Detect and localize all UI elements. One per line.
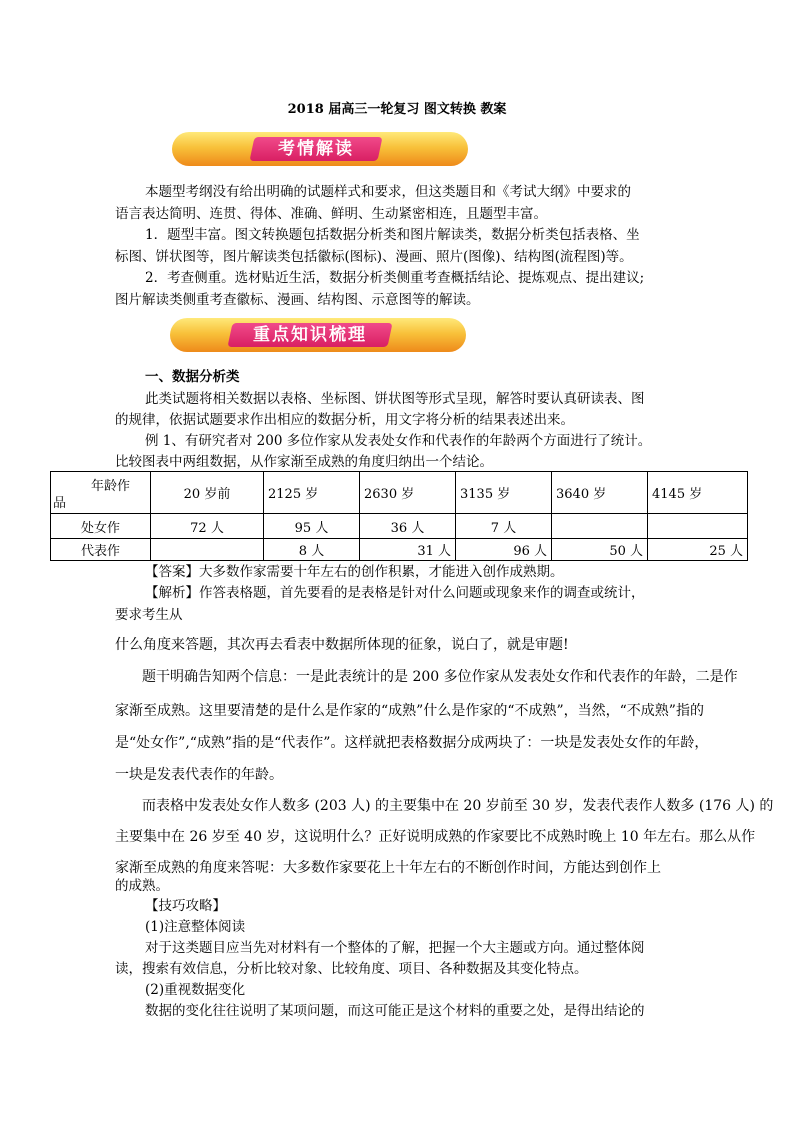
table-cell: 50 人 (552, 539, 648, 561)
analysis-line-9: 主要集中在 26 岁至 40 岁，这说明什么？正好说明成熟的作家要比不成熟时晚上 10 年左右。那么从作 (115, 829, 756, 845)
analysis-line-10: 家渐至成熟的角度来答呢：大多数作家要花上十年左右的不断创作时间，方能达到创作上 (115, 860, 661, 876)
intro-para-1-line-1: 本题型考纲没有给出明确的试题样式和要求，但这类题目和《考试大纲》中要求的 (145, 184, 631, 200)
table-cell: 31 人 (360, 539, 456, 561)
corner-label-bottom: 品 (53, 495, 67, 511)
column-header: 3135 岁 (456, 472, 552, 514)
column-header: 3640 岁 (552, 472, 648, 514)
table-cell: 25 人 (648, 539, 748, 561)
intro-para-3-line-2: 图片解读类侧重考查徽标、漫画、结构图、示意图等的解读。 (115, 292, 480, 308)
column-header: 2125 岁 (264, 472, 360, 514)
analysis-line-3: 什么角度来答题，其次再去看表中数据所体现的征象，说白了，就是审题! (115, 637, 569, 653)
section-para-line-2: 的规律，依据试题要求作出相应的数据分析，用文字将分析的结果表述出来。 (115, 412, 574, 428)
banner-key-knowledge-label: 重点知识梳理 (227, 323, 392, 347)
table-header-row (51, 472, 748, 514)
table-cell: 8 人 (264, 539, 360, 561)
table-cell: 72 人 (151, 514, 264, 539)
table-cell: 96 人 (456, 539, 552, 561)
analysis-line-4: 题干明确告知两个信息：一是此表统计的是 200 多位作家从发表处女作和代表作的年龄，二是作 (142, 669, 738, 685)
banner-exam-analysis (172, 132, 468, 166)
skill-2-line-1: 数据的变化往往说明了某项问题，而这可能正是这个材料的重要之处，是得出结论的 (145, 1003, 645, 1019)
table-row (51, 539, 748, 561)
section-heading: 一、数据分析类 (145, 369, 240, 385)
intro-para-2-line-1: 1．题型丰富。图文转换题包括数据分析类和图片解读类，数据分析类包括表格、坐 (145, 227, 640, 243)
table-corner-cell (51, 472, 151, 514)
banner-exam-analysis-label: 考情解读 (249, 137, 382, 161)
analysis-line-5: 家渐至成熟。这里要清楚的是什么是作家的“成熟”什么是作家的“不成熟”，当然，“不成熟”指的 (115, 703, 704, 719)
table-cell (648, 514, 748, 539)
column-header: 20 岁前 (151, 472, 264, 514)
table-cell: 36 人 (360, 514, 456, 539)
skill-1-line-1: 对于这类题目应当先对材料有一个整体的了解，把握一个大主题或方向。通过整体阅 (145, 940, 645, 956)
intro-para-3-line-1: 2．考查侧重。选材贴近生活，数据分析类侧重考查概括结论、提炼观点、提出建议; (145, 270, 645, 286)
analysis-line-2: 要求考生从 (115, 607, 183, 623)
example-line-2: 比较图表中两组数据，从作家渐至成熟的角度归纳出一个结论。 (115, 454, 493, 470)
banner-key-knowledge (170, 318, 466, 352)
corner-label-top: 年龄作 (90, 478, 130, 494)
skill-1-line-2: 读，搜索有效信息，分析比较对象、比较角度、项目、各种数据及其变化特点。 (115, 961, 588, 977)
analysis-line-1: 【解析】作答表格题，首先要看的是表格是针对什么问题或现象来作的调查或统计， (145, 585, 645, 601)
analysis-line-7: 一块是发表代表作的年龄。 (115, 767, 283, 783)
intro-para-2-line-2: 标图、饼状图等，图片解读类包括徽标(图标)、漫画、照片(图像)、结构图(流程图)等。 (115, 249, 633, 265)
skill-1-title: (1)注意整体阅读 (145, 919, 246, 935)
table-row (51, 514, 748, 539)
analysis-line-11: 的成熟。 (115, 878, 169, 894)
age-statistics-table (50, 471, 748, 561)
table-cell (151, 539, 264, 561)
answer-text: 【答案】大多数作家需要十年左右的创作积累，才能进入创作成熟期。 (145, 564, 564, 580)
table-cell (552, 514, 648, 539)
skills-heading: 【技巧攻略】 (145, 898, 226, 914)
row-label: 处女作 (51, 514, 151, 539)
intro-para-1-line-2: 语言表达简明、连贯、得体、准确、鲜明、生动紧密相连，且题型丰富。 (115, 206, 547, 222)
row-label: 代表作 (51, 539, 151, 561)
page-title: 2018 届高三一轮复习 图文转换 教案 (287, 102, 507, 117)
example-line-1: 例 1、有研究者对 200 多位作家从发表处女作和代表作的年龄两个方面进行了统计。 (145, 433, 652, 449)
table-cell: 7 人 (456, 514, 552, 539)
column-header: 4145 岁 (648, 472, 748, 514)
skill-2-title: (2)重视数据变化 (145, 982, 246, 998)
column-header: 2630 岁 (360, 472, 456, 514)
section-para-line-1: 此类试题将相关数据以表格、坐标图、饼状图等形式呈现，解答时要认真研读表、图 (145, 391, 645, 407)
analysis-line-6: 是“处女作”,“成熟”指的是“代表作”。这样就把表格数据分成两块了：一块是发表处女作的年龄， (115, 735, 709, 751)
analysis-line-8: 而表格中发表处女作人数多 (203 人) 的主要集中在 20 岁前至 30 岁，发表代表作人数多 (176 人) 的 (142, 798, 774, 814)
table-cell: 95 人 (264, 514, 360, 539)
